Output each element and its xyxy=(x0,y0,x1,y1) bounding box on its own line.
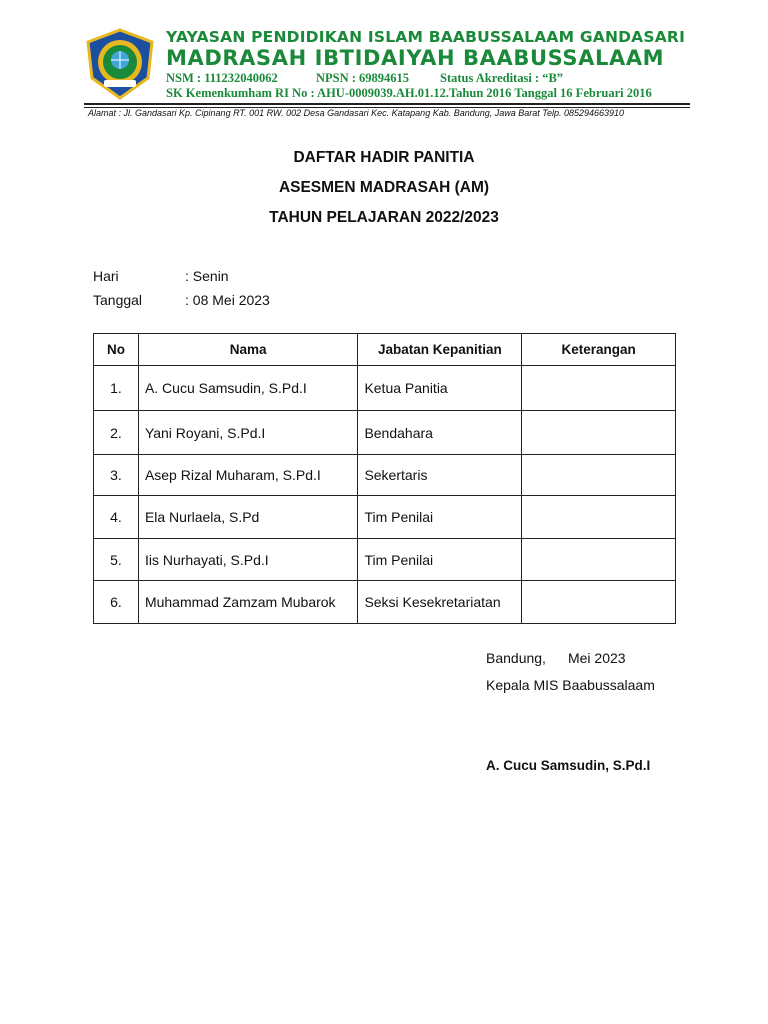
signature-date: Mei 2023 xyxy=(567,650,626,666)
doc-title-line3: TAHUN PELAJARAN 2022/2023 xyxy=(269,209,499,226)
row-note xyxy=(522,539,676,581)
day-row xyxy=(93,268,229,284)
registration-line xyxy=(166,71,563,86)
sk-text: SK Kemenkumham RI No : AHU-0009039.AH.01.12.Tahun 2016 Tanggal 16 Februari 2016 xyxy=(166,86,652,100)
row-note xyxy=(522,496,676,539)
row-no: 1. xyxy=(94,366,139,411)
signature-place-date xyxy=(486,650,626,666)
row-role: Seksi Kesekretariatan xyxy=(358,581,522,624)
signature-name: A. Cucu Samsudin, S.Pd.I xyxy=(486,758,651,773)
foundation-name: YAYASAN PENDIDIKAN ISLAM BAABUSSALAAM GANDASARI xyxy=(166,28,686,46)
row-role: Tim Penilai xyxy=(358,539,522,581)
row-no: 6. xyxy=(94,581,139,624)
accreditation-text: Status Akreditasi : “B” xyxy=(440,71,564,85)
row-note xyxy=(522,411,676,455)
row-name: A. Cucu Samsudin, S.Pd.I xyxy=(138,366,358,411)
row-name: Muhammad Zamzam Mubarok xyxy=(138,581,358,624)
table-row xyxy=(94,496,676,539)
day-label: Hari xyxy=(93,268,119,284)
nsm-text: NSM : 111232040062 xyxy=(166,71,278,85)
row-no: 3. xyxy=(94,455,139,496)
header-no: No xyxy=(94,334,139,366)
header-role: Jabatan Kepanitian xyxy=(358,334,522,366)
doc-title-line2: ASESMEN MADRASAH (AM) xyxy=(278,179,490,196)
row-no: 5. xyxy=(94,539,139,581)
signature-place: Bandung, xyxy=(486,650,546,666)
row-no: 2. xyxy=(94,411,139,455)
attendance-table xyxy=(93,333,676,624)
header-note: Keterangan xyxy=(522,334,676,366)
date-label: Tanggal xyxy=(93,292,143,308)
row-no: 4. xyxy=(94,496,139,539)
row-name: Ela Nurlaela, S.Pd xyxy=(138,496,358,539)
letterhead-rule xyxy=(84,103,690,105)
row-name: Asep Rizal Muharam, S.Pd.I xyxy=(138,455,358,496)
signature-position: Kepala MIS Baabussalaam xyxy=(486,677,655,693)
row-role: Sekertaris xyxy=(358,455,522,496)
school-name: MADRASAH IBTIDAIYAH BAABUSSALAAM xyxy=(166,46,665,70)
npsn-text: NPSN : 69894615 xyxy=(316,71,410,85)
table-row xyxy=(94,455,676,496)
day-value: : Senin xyxy=(185,268,229,284)
table-header-row xyxy=(94,334,676,366)
table-row xyxy=(94,411,676,455)
header-name: Nama xyxy=(138,334,358,366)
row-role: Ketua Panitia xyxy=(358,366,522,411)
address-text: Alamat : Jl. Gandasari Kp. Cipinang RT. 001 RW. 002 Desa Gandasari Kec. Katapang Kab. Bandung, Jawa Barat Telp. 085294663910 xyxy=(88,108,625,118)
date-row xyxy=(93,292,270,308)
row-note xyxy=(522,366,676,411)
row-role: Bendahara xyxy=(358,411,522,455)
row-name: Yani Royani, S.Pd.I xyxy=(138,411,358,455)
letterhead xyxy=(80,22,690,122)
row-role: Tim Penilai xyxy=(358,496,522,539)
row-note xyxy=(522,455,676,496)
date-value: : 08 Mei 2023 xyxy=(185,292,270,308)
table-row xyxy=(94,581,676,624)
row-name: Iis Nurhayati, S.Pd.I xyxy=(138,539,358,581)
table-row xyxy=(94,366,676,411)
school-logo-icon xyxy=(84,28,156,100)
row-note xyxy=(522,581,676,624)
doc-title-line1: DAFTAR HADIR PANITIA xyxy=(293,149,475,166)
table-row xyxy=(94,539,676,581)
